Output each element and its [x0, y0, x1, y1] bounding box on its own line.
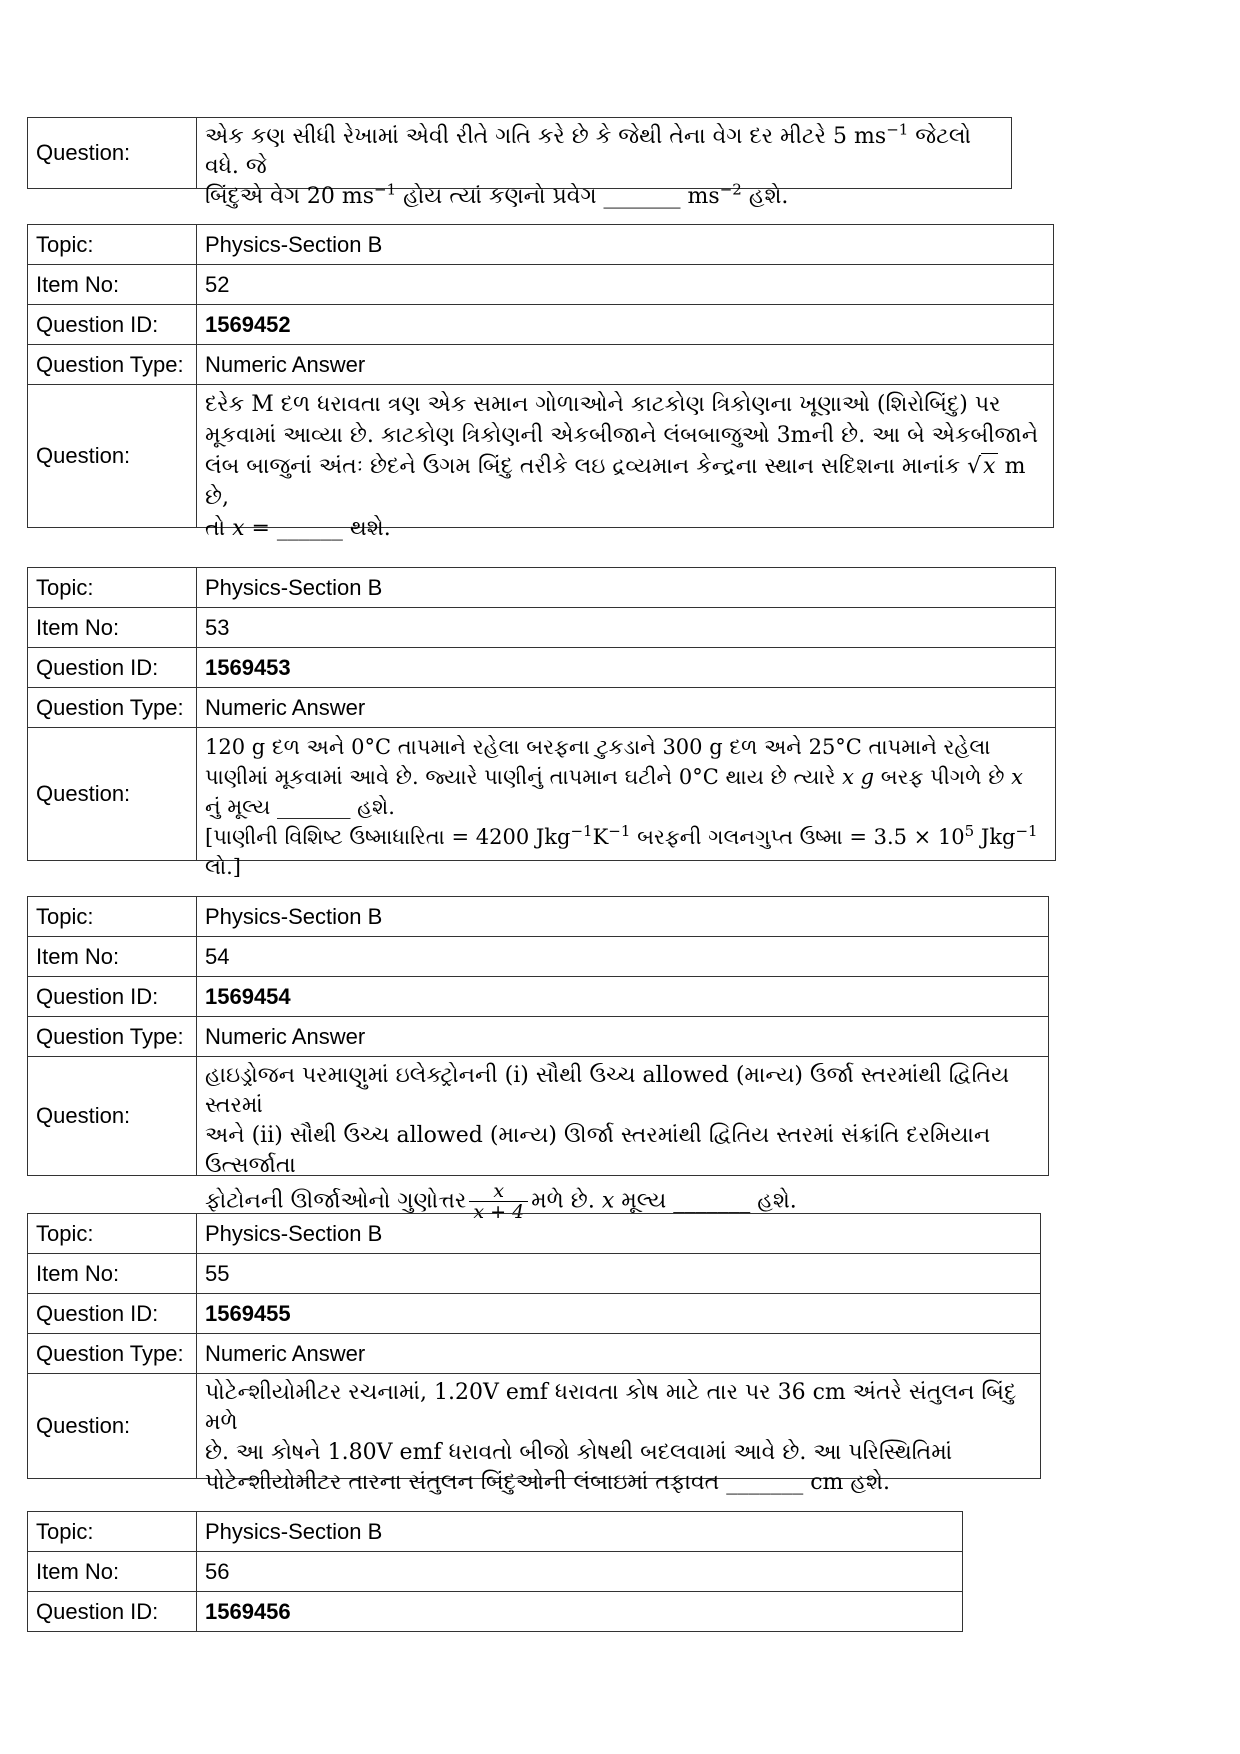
question-id-value: 1569454 — [197, 977, 1049, 1017]
question-id-label: Question ID: — [28, 1294, 197, 1334]
question-type-label: Question Type: — [28, 688, 197, 728]
item-no-label: Item No: — [28, 1552, 197, 1592]
item-no-value: 55 — [197, 1254, 1041, 1294]
topic-label: Topic: — [28, 225, 197, 265]
fraction-expression: $\frac{x}{x + 4}$ — [469, 1181, 528, 1222]
question-type-label: Question Type: — [28, 1334, 197, 1374]
question-type-label: Question Type: — [28, 345, 197, 385]
sqrt-expression: √x — [967, 454, 996, 479]
question-table-53 — [27, 567, 1056, 879]
question-type-label: Question Type: — [28, 1017, 197, 1057]
question-type-value: Numeric Answer — [197, 1334, 1041, 1374]
question-id-label: Question ID: — [28, 977, 197, 1017]
item-no-value: 52 — [197, 265, 1054, 305]
question-label: Question: — [28, 728, 197, 861]
question-label: Question: — [28, 1374, 197, 1479]
question-table-51 — [27, 117, 1012, 209]
question-id-value: 1569456 — [197, 1592, 963, 1632]
question-type-value: Numeric Answer — [197, 688, 1056, 728]
question-text: એક કણ સીધી રેખામાં એવી રીતે ગતિ કરે છે કે જેથી તેના વેગ દર મીટરે 5 $ms^{-1}$ જેટલો વધે. જે બિંદુએ વેગ 20 $ms^{-1}$ હોય ત્યાં કણનો પ્રવેગ _______ $ms^{-2}$ હશે. — [197, 118, 1012, 189]
question-label: Question: — [28, 118, 197, 189]
question-id-value: 1569455 — [197, 1294, 1041, 1334]
question-id-label: Question ID: — [28, 648, 197, 688]
question-type-value: Numeric Answer — [197, 1017, 1049, 1057]
topic-label: Topic: — [28, 568, 197, 608]
question-text: હાઇડ્રોજન પરમાણુમાં ઇલેક્ટ્રોનની (i) સૌથી ઉચ્ચ allowed (માન્ય) ઉર્જા સ્તરમાંથી દ્વિતિય સ્તરમાં અને (ii) સૌથી ઉચ્ચ allowed (માન્ય) ઊર્જા સ્તરમાંથી દ્વિતિય સ્તરમાં સંક્રાંતિ દરમિયાન ઉત્સર્જાતા ફોટોનની ઊર્જાઓનો ગુણોત્તર $\frac{x}{x + 4}$ મળે છે. x મૂલ્ય _______ હશે. — [197, 1057, 1049, 1176]
topic-value: Physics-Section B — [197, 897, 1049, 937]
question-table-55 — [27, 1213, 1041, 1495]
item-no-value: 53 — [197, 608, 1056, 648]
topic-label: Topic: — [28, 897, 197, 937]
item-no-label: Item No: — [28, 1254, 197, 1294]
question-text: દરેક M દળ ધરાવતા ત્રણ એક સમાન ગોળાઓને કાટકોણ ત્રિકોણના ખૂણાઓ (શિરોબિંદુ) પર મૂકવામાં આવ્યા છે. કાટકોણ ત્રિકોણની એકબીજાને લંબબાજુઓ 3mની છે. આ બે એકબીજાને લંબ બાજુનાં અંતઃ છેદને ઉગમ બિંદુ તરીકે લઇ દ્રવ્યમાન કેન્દ્રના સ્થાન સદિશના માનાંક √x m છે, તો x = ______ થશે. — [197, 385, 1054, 528]
topic-label: Topic: — [28, 1214, 197, 1254]
question-label: Question: — [28, 1057, 197, 1176]
topic-value: Physics-Section B — [197, 568, 1056, 608]
question-text: પોટેન્શીયોમીટર રચનામાં, 1.20V emf ધરાવતા કોષ માટે તાર પર 36 cm અંતરે સંતુલન બિંદુ મળે છે. આ કોષને 1.80V emf ધરાવતો બીજો કોષથી બદલવામાં આવે છે. આ પરિસ્થિતિમાં પોટેન્શીયોમીટર તારના સંતુલન બિંદુઓની લંબાઇમાં તફાવત _______ cm હશે. — [197, 1374, 1041, 1479]
topic-value: Physics-Section B — [197, 1512, 963, 1552]
question-table-56 — [27, 1511, 963, 1632]
question-table-54 — [27, 896, 1049, 1223]
question-label: Question: — [28, 385, 197, 528]
question-table-52 — [27, 224, 1054, 541]
question-id-value: 1569452 — [197, 305, 1054, 345]
topic-label: Topic: — [28, 1512, 197, 1552]
item-no-label: Item No: — [28, 265, 197, 305]
item-no-label: Item No: — [28, 937, 197, 977]
question-id-label: Question ID: — [28, 1592, 197, 1632]
topic-value: Physics-Section B — [197, 1214, 1041, 1254]
question-id-value: 1569453 — [197, 648, 1056, 688]
topic-value: Physics-Section B — [197, 225, 1054, 265]
question-type-value: Numeric Answer — [197, 345, 1054, 385]
item-no-value: 54 — [197, 937, 1049, 977]
item-no-label: Item No: — [28, 608, 197, 648]
item-no-value: 56 — [197, 1552, 963, 1592]
question-text: 120 g દળ અને 0°C તાપમાને રહેલા બરફના ટુકડાને 300 g દળ અને 25°C તાપમાને રહેલા પાણીમાં મૂકવામાં આવે છે. જ્યારે પાણીનું તાપમાન ઘટીને 0°C થાય છે ત્યારે x g બરફ પીગળે છે x નું મૂલ્ય _______ હશે. [પાણીની વિશિષ્ટ ઉષ્માધારિતા = 4200 $Jkg^{-1}K^{-1}$ બરફની ગલનગુપ્ત ઉષ્મા = $3.5 \times 10^5$ Jkg$^{-1}$ લો.] — [197, 728, 1056, 861]
question-id-label: Question ID: — [28, 305, 197, 345]
